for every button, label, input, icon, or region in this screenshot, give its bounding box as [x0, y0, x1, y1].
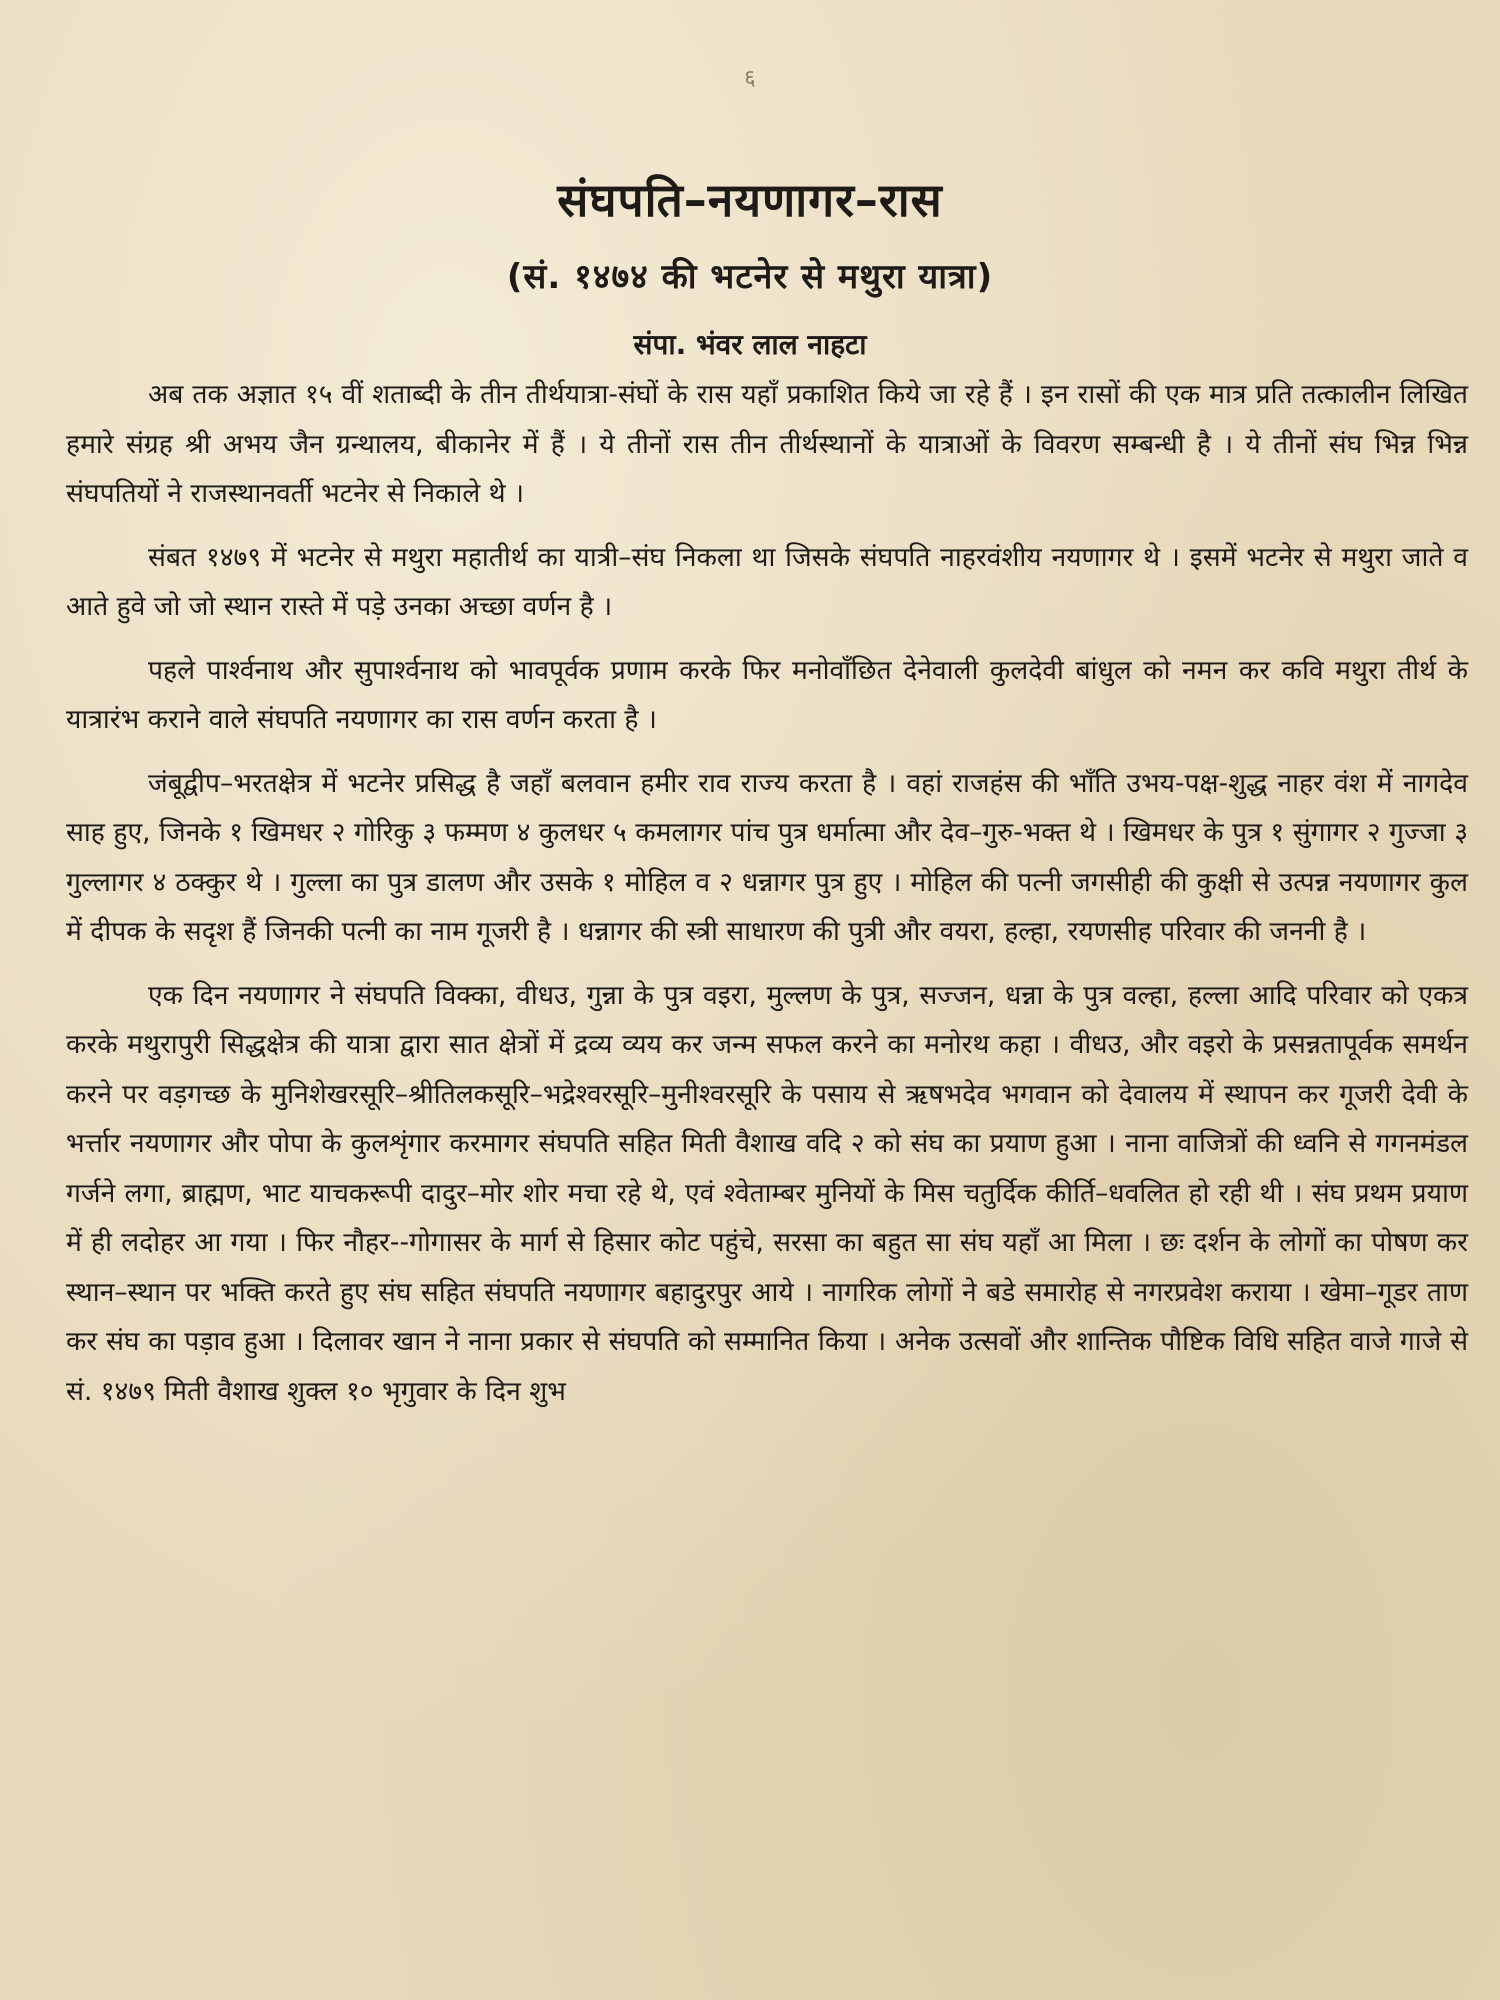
- paragraph-journey: एक दिन नयणागर ने संघपति विक्का, वीधउ, गुन्ना के पुत्र वइरा, मुल्लण के पुत्र, सज्जन, धन्ना के पुत्र वल्हा, हल्ला आदि परिवार को एकत्र करके मथुरापुरी सिद्धक्षेत्र की यात्रा द्वारा सात क्षेत्रों में द्रव्य व्यय कर जन्म सफल करने का मनोरथ कहा । वीधउ, और वइरो के प्रसन्नतापूर्वक समर्थन करने पर वड़गच्छ के मुनिशेखरसूरि–श्रीतिलकसूरि–भद्रेश्वरसूरि–मुनीश्वरसूरि के पसाय से ऋषभदेव भगवान को देवालय में स्थापन कर गूजरी देवी के भर्त्तार नयणागर और पोपा के कुलशृंगार करमागर संघपति सहित मिती वैशाख वदि २ को संघ का प्रयाण हुआ । नाना वाजित्रों की ध्वनि से गगनमंडल गर्जने लगा, ब्राह्मण, भाट याचकरूपी दादुर–मोर शोर मचा रहे थे, एवं श्वेताम्बर मुनियों के मिस चतुर्दिक कीर्ति–धवलित हो रही थी । संघ प्रथम प्रयाण में ही लदोहर आ गया । फिर नौहर--गोगासर के मार्ग से हिसार कोट पहुंचे, सरसा का बहुत सा संघ यहाँ आ मिला । छः दर्शन के लोगों का पोषण कर स्थान–स्थान पर भक्ति करते हुए संघ सहित संघपति नयणागर बहादुरपुर आये । नागरिक लोगों ने बडे समारोह से नगरप्रवेश कराया । खेमा–गूडर ताण कर संघ का पड़ाव हुआ । दिलावर खान ने नाना प्रकार से संघपति को सम्मानित किया । अनेक उत्सवों और शान्तिक पौष्टिक विधि सहित वाजे गाजे से सं. १४७९ मिती वैशाख शुक्ल १० भृगुवार के दिन शुभ: [66, 979, 1468, 1407]
- paragraph-lineage: जंबूद्वीप–भरतक्षेत्र में भटनेर प्रसिद्ध है जहाँ बलवान हमीर राव राज्य करता है । वहां राजहंस की भाँति उभय-पक्ष-शुद्ध नाहर वंश में नागदेव साह हुए, जिनके १ खिमधर २ गोरिकु ३ फम्मण ४ कुलधर ५ कमलागर पांच पुत्र धर्मात्मा और देव–गुरु-भक्त थे । खिमधर के पुत्र १ सुंगागर २ गुज्जा ३ गुल्लागर ४ ठक्कुर थे । गुल्ला का पुत्र डालण और उसके १ मोहिल व २ धन्नागर पुत्र हुए । मोहिल की पत्नी जगसीही की कुक्षी से उत्पन्न नयणागर कुल में दीपक के सदृश हैं जिनकी पत्नी का नाम गूजरी है । धन्नागर की स्त्री साधारण की पुत्री और वयरा, हल्हा, रयणसीह परिवार की जननी है ।: [66, 767, 1468, 947]
- page-subtitle: (सं. १४७४ की भटनेर से मथुरा यात्रा): [506, 257, 994, 297]
- body-text: [66, 370, 1468, 1428]
- paragraph-sangh: संबत १४७९ में भटनेर से मथुरा महातीर्थ का यात्री–संघ निकला था जिसके संघपति नाहरवंशीय नयणागर थे । इसमें भटनेर से मथुरा जाते व आते हुवे जो जो स्थान रास्ते में पड़े उनका अच्छा वर्णन है ।: [66, 541, 1468, 622]
- paragraph-invocation: पहले पार्श्वनाथ और सुपार्श्वनाथ को भावपूर्वक प्रणाम करके फिर मनोवाँछित देनेवाली कुलदेवी बांधुल को नमन कर कवि मथुरा तीर्थ के यात्रारंभ कराने वाले संघपति नयणागर का रास वर्णन करता है ।: [66, 654, 1468, 735]
- page-number: ६: [744, 66, 756, 91]
- page-title: संघपति–नयणागर–रास: [557, 173, 943, 227]
- editor-line: संपा. भंवर लाल नाहटा: [633, 328, 867, 361]
- paragraph-intro: अब तक अज्ञात १५ वीं शताब्दी के तीन तीर्थयात्रा-संघों के रास यहाँ प्रकाशित किये जा रहे हैं । इन रासों की एक मात्र प्रति तत्कालीन लिखित हमारे संग्रह श्री अभय जैन ग्रन्थालय, बीकानेर में हैं । ये तीनों रास तीन तीर्थस्थानों के यात्राओं के विवरण सम्बन्धी है । ये तीनों संघ भिन्न भिन्न संघपतियों ने राजस्थानवर्ती भटनेर से निकाले थे ।: [66, 379, 1468, 509]
